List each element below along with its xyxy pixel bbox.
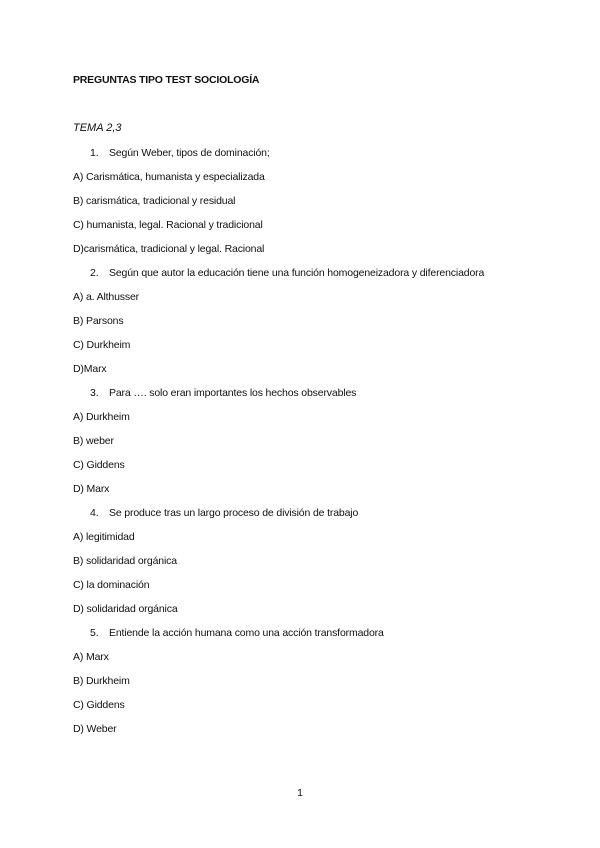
- answer-option: B) carismática, tradicional y residual: [73, 195, 236, 207]
- question-number: 5.: [90, 627, 99, 639]
- question-label: Según que autor la educación tiene una función homogeneizadora y diferenciadora: [109, 267, 485, 279]
- page-number: 1: [297, 787, 303, 799]
- question-number: 3.: [90, 387, 99, 399]
- answer-option: B) Parsons: [73, 315, 124, 327]
- answer-option: B) weber: [73, 435, 114, 447]
- question-block: [73, 146, 543, 266]
- answer-option: C) Giddens: [73, 699, 125, 711]
- document-title: PREGUNTAS TIPO TEST SOCIOLOGÍA: [73, 74, 260, 86]
- question-text: [73, 506, 543, 530]
- answer-option: A) a. Althusser: [73, 291, 140, 303]
- question-block: [73, 506, 543, 626]
- question-block: [73, 386, 543, 506]
- question-block: [73, 266, 543, 386]
- question-label: Entiende la acción humana como una acción transformadora: [109, 627, 384, 639]
- question-number: 1.: [90, 147, 99, 159]
- question-number: 2.: [90, 267, 99, 279]
- answer-option: C) humanista, legal. Racional y tradicional: [73, 219, 263, 231]
- answer-option: A) Durkheim: [73, 411, 130, 423]
- answer-option: D) Weber: [73, 723, 117, 735]
- question-block: [73, 626, 543, 746]
- question-label: Para …. solo eran importantes los hechos observables: [109, 387, 357, 399]
- answer-option: D) Marx: [73, 483, 110, 495]
- question-list: [73, 146, 543, 746]
- answer-option: A) Marx: [73, 651, 109, 663]
- question-text: [73, 146, 543, 170]
- answer-option: C) Giddens: [73, 459, 125, 471]
- question-label: Según Weber, tipos de dominación;: [109, 147, 270, 159]
- question-label: Se produce tras un largo proceso de división de trabajo: [109, 507, 359, 519]
- topic-heading: TEMA 2,3: [73, 122, 122, 134]
- answer-option: D)Marx: [73, 363, 107, 375]
- answer-option: A) Carismática, humanista y especializada: [73, 171, 265, 183]
- answer-option: C) Durkheim: [73, 339, 131, 351]
- answer-option: D) solidaridad orgánica: [73, 603, 178, 615]
- answer-option: B) Durkheim: [73, 675, 130, 687]
- question-number: 4.: [90, 507, 99, 519]
- question-text: [73, 626, 543, 650]
- question-text: [73, 266, 543, 290]
- answer-option: C) la dominación: [73, 579, 150, 591]
- answer-option: D)carismática, tradicional y legal. Racional: [73, 243, 265, 255]
- answer-option: A) legitimidad: [73, 531, 135, 543]
- question-text: [73, 386, 543, 410]
- answer-option: B) solidaridad orgánica: [73, 555, 177, 567]
